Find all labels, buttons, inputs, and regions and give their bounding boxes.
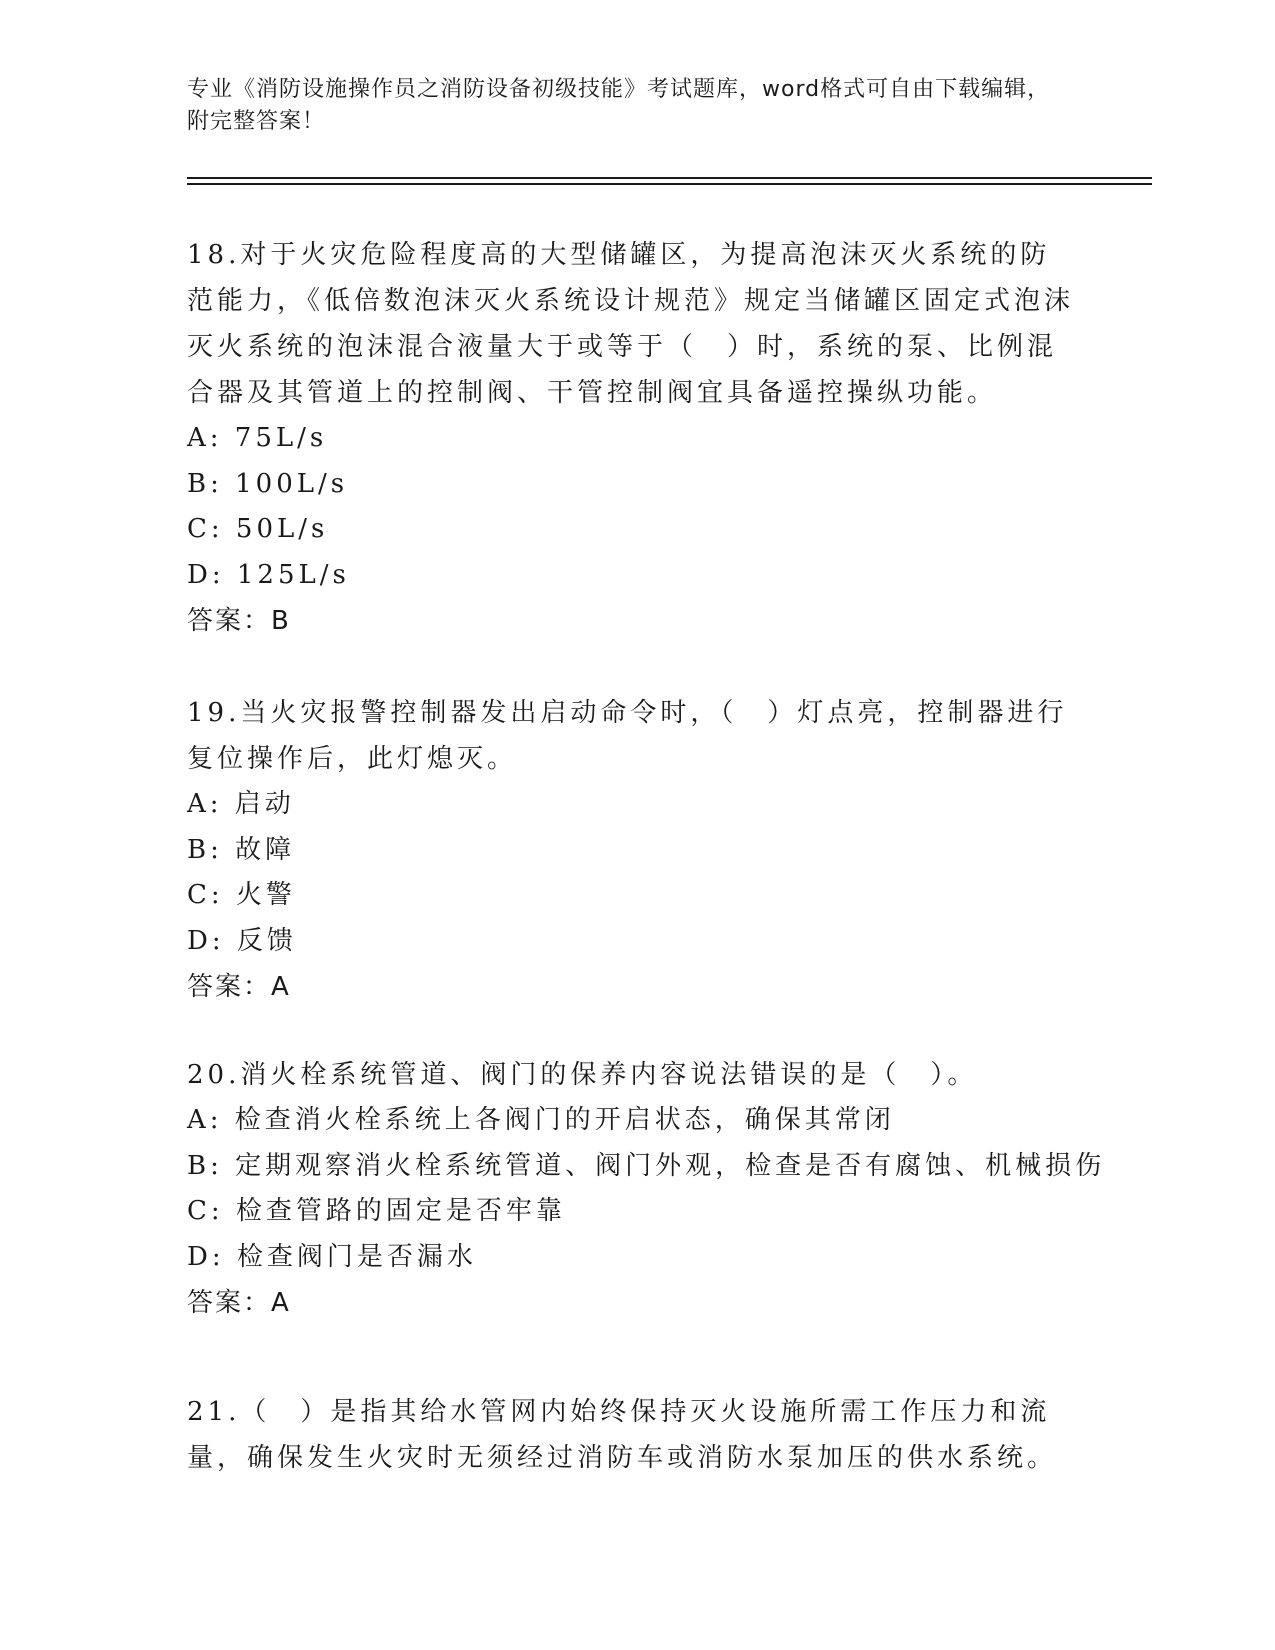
option-d: D: 125L/s	[187, 559, 350, 590]
question-stem: 18.对于火灾危险程度高的大型储罐区，为提高泡沫灭火系统的防范能力，《低倍数泡沫灭火系统设计规范》规定当储罐区固定式泡沫灭火系统的泡沫混合液量大于或等于（ ）时，系统的泵、比例混合器及其管道上的控制阀、干管控制阀宜具备遥控操纵功能。	[187, 240, 1075, 408]
option-c: C: 检查管路的固定是否牢靠	[187, 1196, 566, 1226]
option-c: C: 50L/s	[187, 514, 329, 544]
option-c: C: 火警	[187, 880, 296, 910]
question-stem: 21.（ ）是指其给水管网内始终保持灭火设施所需工作压力和流量，确保发生火灾时无须经过消防车或消防水泵加压的供水系统。	[187, 1397, 1058, 1473]
answer: 答案：A	[187, 972, 291, 1002]
question-stem: 19.当火灾报警控制器发出启动命令时，（ ）灯点亮，控制器进行复位操作后，此灯熄灭。	[187, 698, 1068, 774]
header-divider-top	[187, 177, 1152, 179]
answer: 答案：B	[187, 606, 291, 636]
option-d: D: 反馈	[187, 925, 297, 956]
option-b: B: 定期观察消火栓系统管道、阀门外观，检查是否有腐蚀、机械损伤	[187, 1150, 1106, 1181]
option-b: B: 100L/s	[187, 468, 349, 499]
question-18	[187, 232, 1077, 644]
answer: 答案：A	[187, 1288, 291, 1318]
question-20	[187, 1052, 1106, 1326]
question-21	[187, 1389, 1077, 1481]
option-a: A: 检查消火栓系统上各阀门的开启状态，确保其常闭	[187, 1105, 895, 1135]
question-19	[187, 690, 1077, 1010]
option-d: D: 检查阀门是否漏水	[187, 1241, 477, 1272]
question-stem: 20.消火栓系统管道、阀门的保养内容说法错误的是（ ）。	[187, 1060, 978, 1090]
page-header: 专业《消防设施操作员之消防设备初级技能》考试题库，word格式可自由下载编辑，附完整答案！	[187, 77, 1051, 134]
option-a: A: 启动	[187, 789, 295, 819]
header-divider-bottom	[187, 183, 1152, 185]
option-b: B: 故障	[187, 834, 296, 865]
option-a: A: 75L/s	[187, 423, 328, 453]
